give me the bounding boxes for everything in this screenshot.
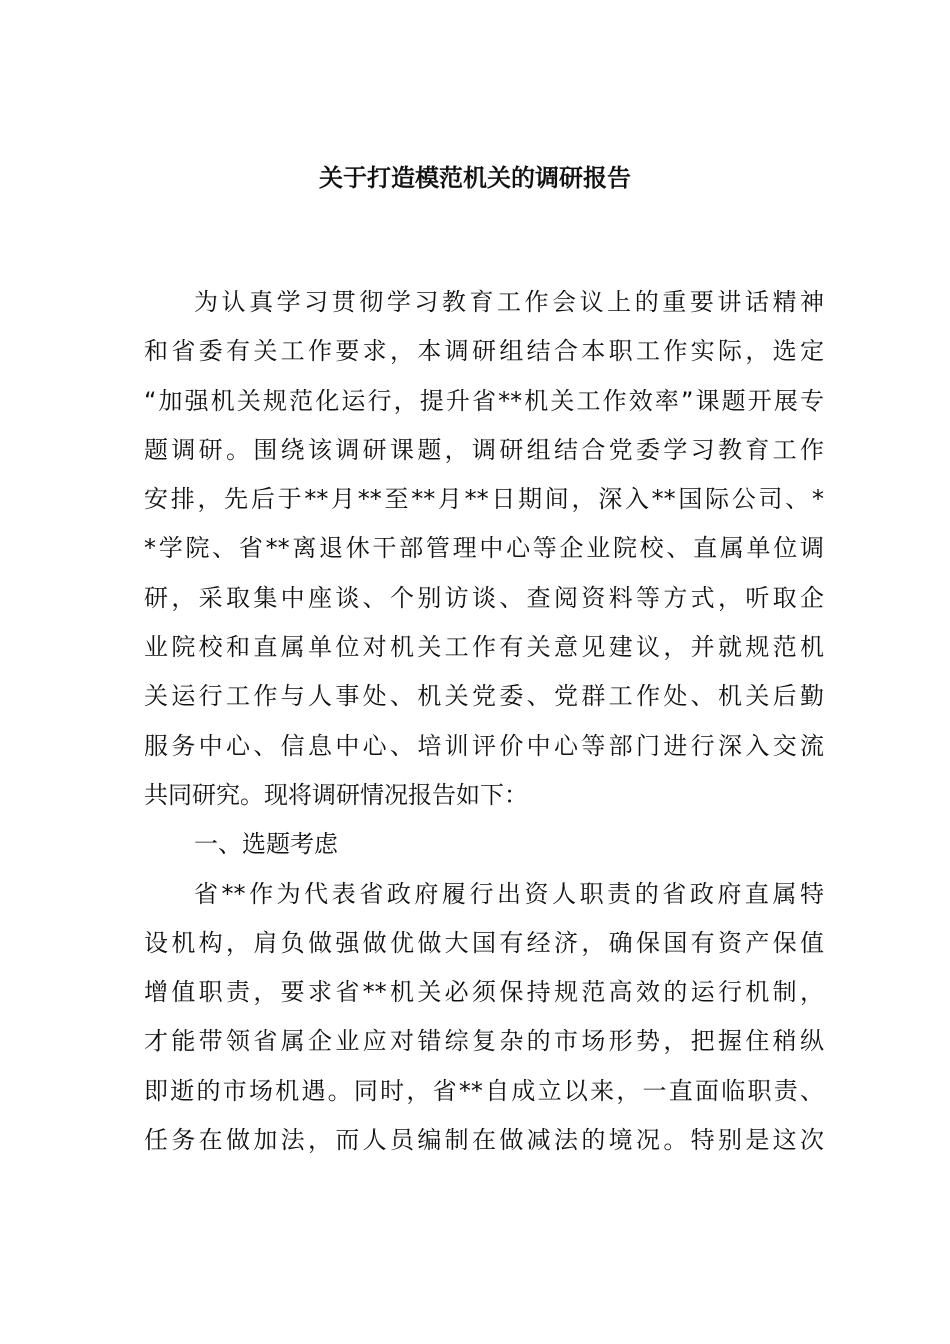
section-heading: 一、选题考虑	[194, 830, 338, 859]
paragraph-line: 省**作为代表省政府履行出资人职责的省政府直属特	[194, 879, 824, 908]
paragraph-line: 为认真学习贯彻学习教育工作会议上的重要讲话精神	[194, 288, 824, 316]
paragraph-line: 任务在做加法，而人员编制在做减法的境况。特别是这次	[144, 1126, 824, 1155]
paragraph-line: 研，采取集中座谈、个别访谈、查阅资料等方式，听取企	[144, 583, 824, 612]
paragraph-line: 共同研究。现将调研情况报告如下：	[144, 780, 528, 809]
paragraph-line: 业院校和直属单位对机关工作有关意见建议，并就规范机	[144, 633, 824, 662]
paragraph-line: 安排，先后于**月**至**月**日期间，深入**国际公司、*	[144, 485, 824, 514]
document-body	[144, 282, 824, 1169]
paragraph-line: 题调研。围绕该调研课题，调研组结合党委学习教育工作	[144, 435, 824, 464]
paragraph-line: 和省委有关工作要求，本调研组结合本职工作实际，选定	[144, 337, 824, 366]
paragraph-line: “加强机关规范化运行，提升省**机关工作效率”课题开展专	[144, 386, 824, 415]
paragraph-line: 才能带领省属企业应对错综复杂的市场形势，把握住稍纵	[144, 1027, 824, 1056]
paragraph-line: 即逝的市场机遇。同时，省**自成立以来，一直面临职责、	[144, 1076, 824, 1105]
paragraph-line: 关运行工作与人事处、机关党委、党群工作处、机关后勤	[144, 682, 824, 711]
paragraph-line: 服务中心、信息中心、培训评价中心等部门进行深入交流	[144, 731, 824, 760]
paragraph-line: *学院、省**离退休干部管理中心等企业院校、直属单位调	[144, 534, 824, 563]
paragraph-line: 增值职责，要求省**机关必须保持规范高效的运行机制，	[144, 978, 824, 1007]
document-title: 关于打造模范机关的调研报告	[319, 164, 631, 192]
paragraph-line: 设机构，肩负做强做优做大国有经济，确保国有资产保值	[144, 928, 824, 957]
